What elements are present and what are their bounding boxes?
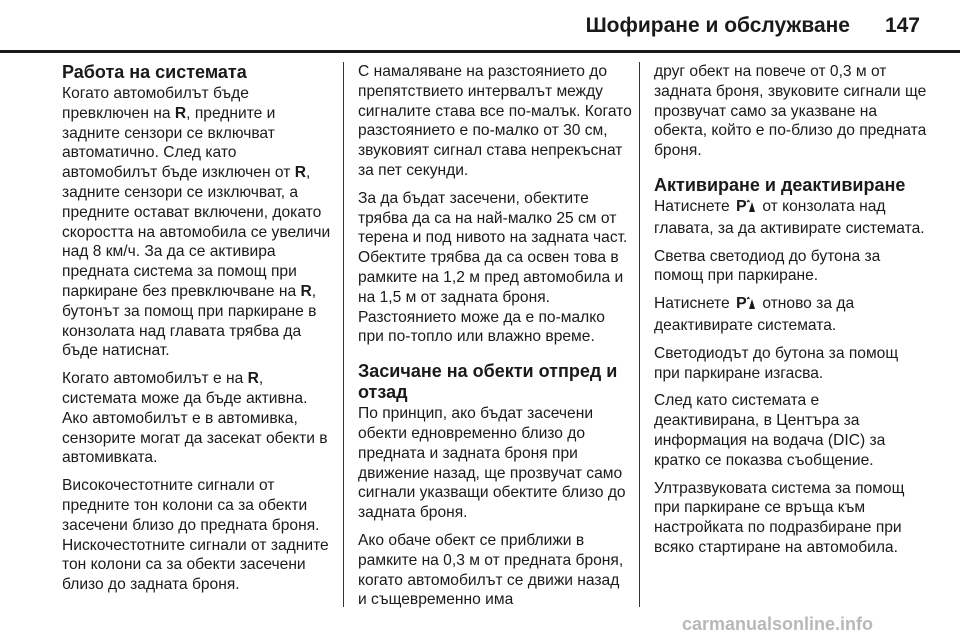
section-heading-activation: Активиране и деактивиране [654, 174, 906, 195]
paragraph: С намаляване на разстоянието до препятствието интервалът между сигналите става все по-малък. Когато разстоянието е по-малко от 30 см, звуковият сигнал става непрекъснат за пет секунди. [358, 63, 632, 179]
watermark[interactable]: carmanualsonline.info [682, 614, 874, 634]
paragraph: Натиснете P отново за да деактивирате системата. [654, 295, 855, 334]
paragraph: Високочестотните сигнали от предните тон колони са за обекти засечени близо до предната броня. Нискочестотните сигнали от задните тон колони са за обекти засечени близо до задната броня. [62, 477, 329, 594]
paragraph: По принцип, ако бъдат засечени обекти едновременно близо до предната и задната броня при движение назад, ще прозвучат само сигнали указващи обектите близо до задната броня. [358, 405, 626, 522]
header-rule [0, 50, 960, 53]
paragraph: След като системата е деактивирана, в Центъра за информация на водача (DIC) за кратко се показва съобщение. [654, 392, 886, 469]
column-right [654, 62, 928, 610]
paragraph: Когато автомобилът бъде превключен на R, предните и задните сензори се включват автоматично. След като автомобилът бъде изключен от R, задните сензори се изключват, а предните остават включени, докато скоростта на автомобила се увеличи над 8 км/ч. За да се активира предната система за помощ при паркиране без превключване на R, бутонът за помощ при паркиране в конзолата над главата трябва да бъде натиснат. [62, 85, 331, 360]
column-divider [639, 62, 640, 607]
column-middle [358, 62, 632, 610]
paragraph: Когато автомобилът е на R, системата може да бъде активна. Ако автомобилът е в автомивка, сензорите могат да засекат обекти в автомивката. [62, 370, 328, 467]
paragraph: друг обект на повече от 0,3 м от задната броня, звуковите сигнали ще прозвучат само за указване на обекта, който е по-близо до предната броня. [654, 63, 927, 160]
page-header [0, 0, 960, 50]
svg-text:P: P [735, 197, 747, 213]
paragraph: Ултразвуковата система за помощ при паркиране се връща към настройката по подразбиране при всяко стартиране на автомобила. [654, 479, 905, 556]
paragraph: Светва светодиод до бутона за помощ при паркиране. [654, 247, 881, 285]
paragraph: Натиснете P от конзолата над главата, за да активирате системата. [654, 197, 925, 237]
park-assist-icon [736, 197, 756, 219]
paragraph: Светодиодът до бутона за помощ при паркиране изгасва. [654, 344, 899, 382]
page-title: Шофиране и обслужване [585, 14, 850, 37]
paragraph: Ако обаче обект се приближи в рамките на 0,3 м от предната броня, когато автомобилът се движи назад и същевременно има [358, 531, 624, 609]
svg-text:P: P [735, 295, 747, 311]
park-assist-icon [736, 294, 756, 316]
paragraph: За да бъдат засечени, обектите трябва да са на най-малко 25 см от терена и под нивото на задната част. Обектите трябва да са освен това в рамките на 1,2 м пред автомобила и на 1,5 м от задната броня. Разстоянието може да е по-малко при по-топло или влажно време. [358, 189, 628, 346]
page-number: 147 [884, 14, 920, 37]
column-left [62, 62, 336, 610]
section-heading-front-rear-detection: Засичане на обекти отпред и отзад [358, 361, 618, 403]
section-heading-system-operation: Работа на системата [62, 62, 247, 82]
column-divider [343, 62, 344, 607]
